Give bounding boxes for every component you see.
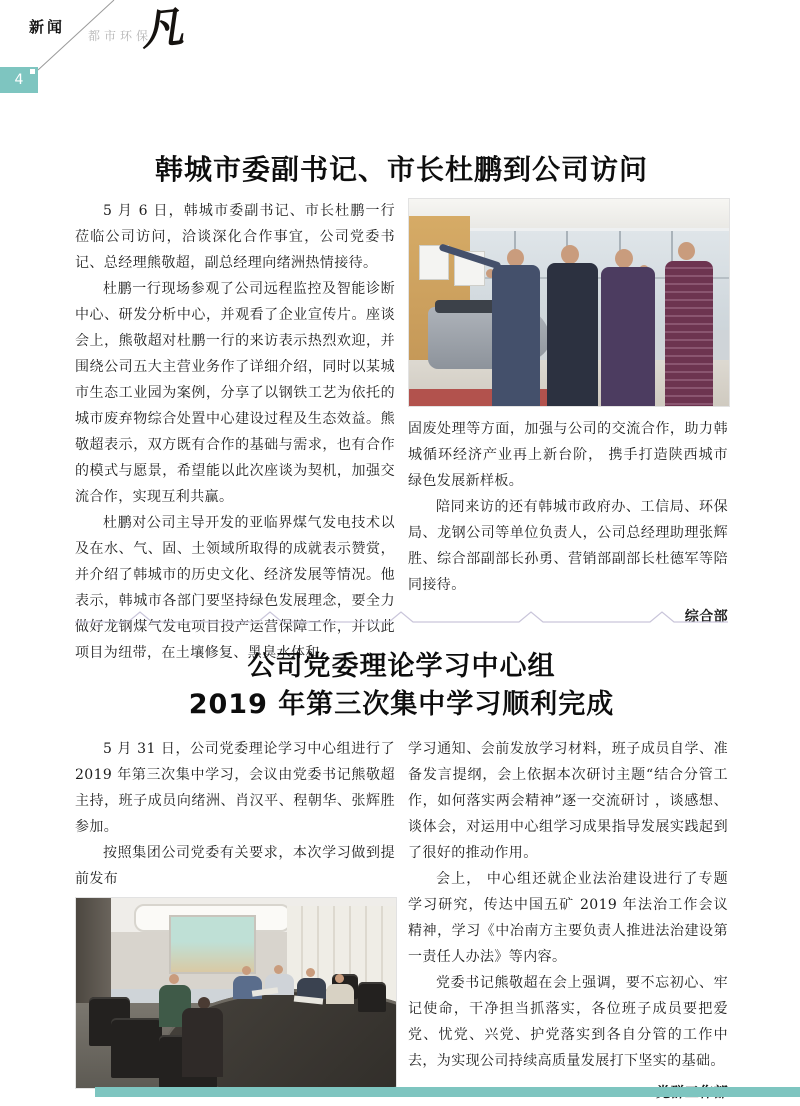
article2-left-column bbox=[75, 736, 395, 1089]
photo-person-pointing bbox=[492, 265, 540, 406]
photo-study-meeting bbox=[75, 897, 397, 1089]
page-number-tab bbox=[0, 67, 38, 93]
photo-person3-head bbox=[615, 249, 633, 268]
brand-calligraphy-logo: 凡 bbox=[138, 1, 186, 56]
paragraph: 党委书记熊敬超在会上强调，要不忘初心、牢记使命，干净担当抓落实，各位班子成员要把爱党、忧党、兴党、护党落实到各自分管的工作中去，为实现公司持续高质量发展打下坚实的基础。 bbox=[408, 975, 728, 1069]
section-label: 新闻 bbox=[29, 18, 66, 36]
photo-person bbox=[274, 965, 283, 974]
page-number: 4 bbox=[14, 72, 24, 88]
article1-left-column bbox=[75, 198, 395, 666]
photo-person3 bbox=[601, 267, 655, 406]
tab-corner-notch bbox=[30, 69, 35, 74]
photo-chair bbox=[111, 1018, 162, 1079]
article2-left-paragraphs bbox=[75, 736, 395, 892]
article1-continuation: 固废处理等方面，加强与公司的交流合作，助力韩城循环经济产业再上新台阶， 携手打造陕西城市绿色发展新样板。 bbox=[408, 421, 728, 489]
photo-person bbox=[169, 974, 179, 984]
article2-right-paragraphs bbox=[408, 866, 728, 1074]
article2-right-column bbox=[408, 736, 728, 1106]
brand-name: 都市环保 bbox=[88, 29, 153, 43]
article2-continuation: 学习通知、会前发放学习材料，班子成员自学、准备发言提纲，会上依据本次研讨主题“结合分管工作，如何落实两会精神”逐一交流研讨 ，谈感想、谈体会，对运用中心组学习成果指导发展实践起到了很好的推动作用。 bbox=[408, 741, 728, 861]
paragraph: 5 月 31 日，公司党委理论学习中心组进行了 2019 年第三次集中学习，会议由党委书记熊敬超主持，班子成员向绪洲、肖汉平、程朝华、张辉胜参加。 bbox=[75, 741, 395, 835]
photo-company-visit bbox=[408, 198, 730, 407]
paragraph: 陪同来访的还有韩城市政府办、工信局、环保局、龙钢公司等单位负责人，公司总经理助理张辉胜、综合部副部长孙勇、营销部副部长杜德军等陪同接待。 bbox=[408, 499, 728, 593]
article1-right-column bbox=[408, 198, 728, 630]
paragraph: 会上， 中心组还就企业法治建设进行了专题学习研究，传达中国五矿 2019 年法治工作会议精神，学习《中冶南方主要负责人推进法治建设第一责任人办法》等内容。 bbox=[408, 871, 728, 965]
photo-person bbox=[326, 984, 355, 1005]
article2-headline-line2: 2019 年第三次集中学习顺利完成 bbox=[188, 689, 615, 720]
footer-accent-bar bbox=[95, 1087, 800, 1097]
article2-headline-line1: 公司党委理论学习中心组 bbox=[247, 651, 556, 682]
article1-byline: 综合部 bbox=[684, 609, 728, 625]
photo-projection-screen bbox=[169, 915, 256, 974]
paragraph: 按照集团公司党委有关要求，本次学习做到提前发布 bbox=[75, 845, 395, 887]
section-divider bbox=[75, 608, 728, 630]
photo-chair bbox=[358, 982, 387, 1012]
photo-person-pointing-head bbox=[507, 249, 524, 267]
photo-person bbox=[198, 997, 210, 1009]
photo-person2 bbox=[547, 263, 598, 406]
article1-headline: 韩城市委副书记、市长杜鹏到公司访问 bbox=[154, 153, 648, 186]
paragraph: 杜鹏对公司主导开发的亚临界煤气发电技术以及在水、气、固、土领域所取得的成就表示赞赏，并介绍了韩城市的历史文化、经济发展等情况。他表示，韩城市各部门要坚持绿色发展理念，要全力做好龙钢煤气发电项目投产运营保障工作，并以此项目为纽带，在土壤修复、黑臭水体和 bbox=[75, 515, 395, 661]
paragraph: 5 月 6 日，韩城市委副书记、市长杜鹏一行莅临公司访问，洽谈深化合作事宜，公司党委书记、总经理熊敬超，副总经理向绪洲热情接待。 bbox=[75, 203, 395, 271]
article2-headline bbox=[75, 648, 728, 724]
paragraph: 杜鹏一行现场参观了公司远程监控及智能诊断中心、研发分析中心，并观看了企业宣传片。座谈会上，熊敬超对杜鹏一行的来访表示热烈欢迎，并围绕公司五大主营业务作了详细介绍，同时以某城市生态工业园为案例，分享了以钢铁工艺为依托的城市废弃物综合处置中心建设过程及生态效益。熊敬超表示，双方既有合作的基础与需求，也有合作的模式与愿景，希望能以此次座谈为契机，加强交流合作，实现互利共赢。 bbox=[75, 281, 395, 505]
photo-person bbox=[182, 1008, 224, 1076]
article1-right-paragraphs bbox=[408, 494, 728, 598]
photo-person2-head bbox=[561, 245, 579, 264]
photo-person4 bbox=[665, 261, 713, 406]
